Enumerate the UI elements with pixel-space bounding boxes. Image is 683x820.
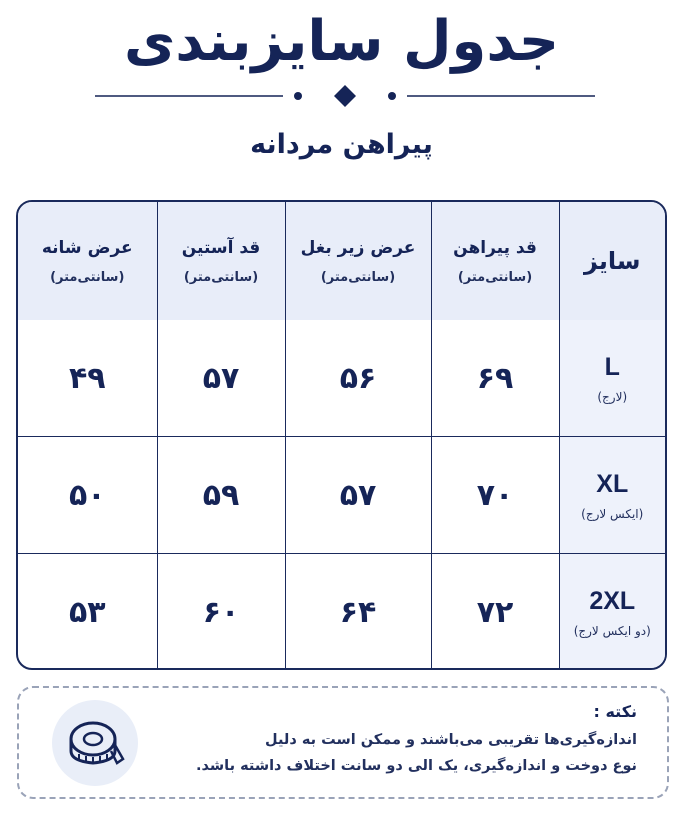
column-header-label: عرض زیر بغل: [300, 237, 416, 258]
table-cell: [18, 554, 157, 671]
table-cell: [285, 554, 431, 671]
table-cell: [431, 554, 559, 671]
column-header-label: قد پیراهن: [453, 237, 537, 258]
title-divider: [95, 84, 595, 108]
page-title: جدول سایزبندی: [123, 9, 560, 74]
cell-value: ۶۰: [202, 594, 240, 630]
size-code: L: [604, 352, 620, 381]
size-header-label: سایز: [583, 247, 641, 275]
column-header-unit: (سانتی‌متر): [320, 269, 396, 285]
measuring-tape-icon: [52, 700, 138, 786]
size-cell: [559, 437, 665, 554]
size-code: XL: [596, 469, 629, 498]
cell-value: ۵۷: [339, 477, 377, 513]
table-row: [18, 437, 665, 554]
table-row: [18, 554, 665, 671]
table-cell: [285, 437, 431, 554]
size-column-header: [559, 202, 665, 320]
cell-value: ۴۹: [68, 360, 106, 396]
size-name: (دو ایکس لارج): [573, 623, 651, 638]
table-cell: [431, 320, 559, 437]
column-header-label: عرض شانه: [41, 237, 133, 258]
column-header: [18, 202, 157, 320]
column-header: [285, 202, 431, 320]
cell-value: ۵۶: [339, 360, 377, 396]
table-row: [18, 320, 665, 437]
column-header-unit: (سانتی‌متر): [183, 269, 259, 285]
column-header: [431, 202, 559, 320]
table-cell: [18, 437, 157, 554]
note-title: نکته :: [593, 702, 637, 721]
table-cell: [157, 320, 285, 437]
table-header-row: [18, 202, 665, 320]
column-header: [157, 202, 285, 320]
size-code: 2XL: [589, 586, 636, 615]
column-header-unit: (سانتی‌متر): [50, 269, 125, 285]
note-box: [17, 686, 669, 799]
table-cell: [18, 320, 157, 437]
cell-value: ۶۹: [476, 360, 514, 396]
column-header-label: قد آستین: [181, 237, 261, 258]
size-name: (لارج): [597, 389, 628, 404]
cell-value: ۷۲: [476, 594, 514, 630]
size-cell: [559, 554, 665, 671]
cell-value: ۵۳: [68, 594, 106, 630]
cell-value: ۵۹: [202, 477, 240, 513]
cell-value: ۶۴: [339, 594, 377, 630]
cell-value: ۵۰: [68, 477, 106, 513]
size-table: [16, 200, 667, 670]
cell-value: ۵۷: [202, 360, 240, 396]
size-name: (ایکس لارج): [581, 506, 644, 521]
note-text: [167, 702, 637, 779]
page-subtitle: پیراهن مردانه: [250, 129, 433, 160]
cell-value: ۷۰: [476, 477, 514, 513]
table-cell: [157, 437, 285, 554]
table-cell: [285, 320, 431, 437]
note-line: نوع دوخت و اندازه‌گیری، یک الی دو سانت اختلاف داشته باشد.: [196, 758, 637, 774]
table-cell: [157, 554, 285, 671]
column-header-unit: (سانتی‌متر): [457, 269, 533, 285]
note-line: اندازه‌گیری‌ها تقریبی می‌باشند و ممکن است به دلیل: [265, 732, 637, 748]
table-cell: [431, 437, 559, 554]
size-cell: [559, 320, 665, 437]
